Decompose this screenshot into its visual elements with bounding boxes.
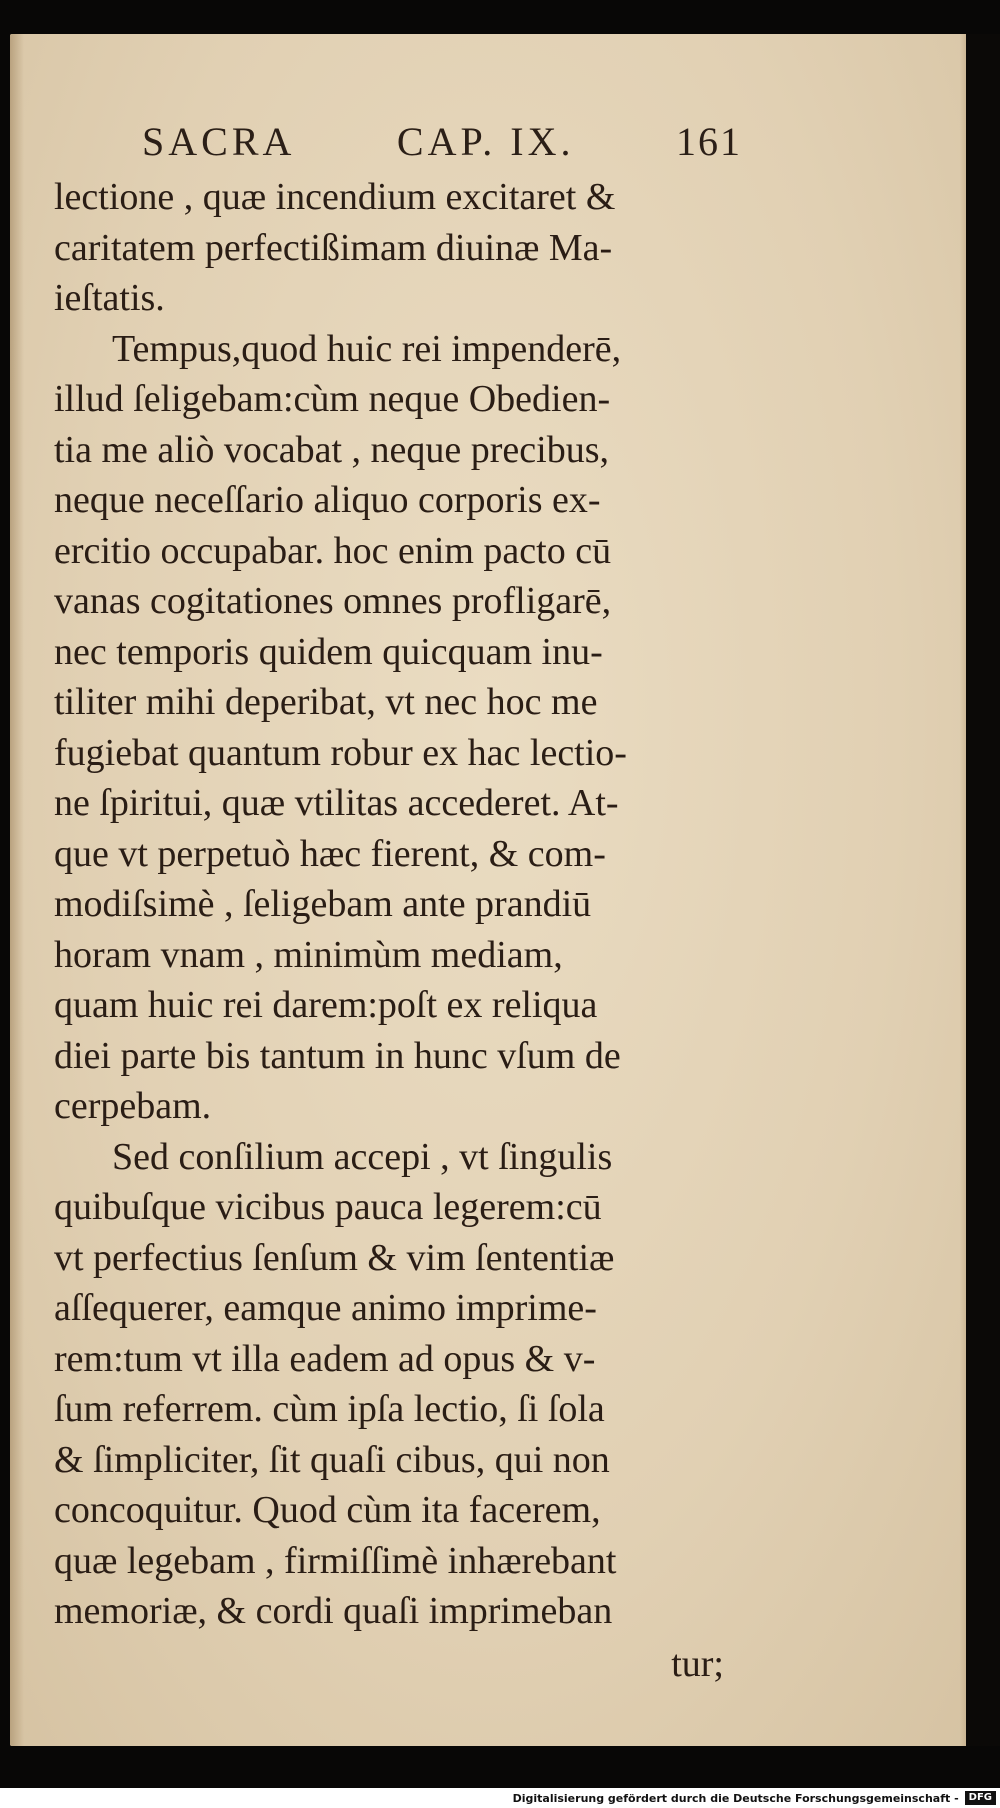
page-number: 161 <box>675 119 742 164</box>
text-line: vanas cogitationes omnes profligarē, <box>54 580 612 622</box>
text-line: illud ſeligebam:cùm neque Obedien- <box>54 378 611 420</box>
text-line: fugiebat quantum robur ex hac lectio- <box>54 731 627 774</box>
text-line: memoriæ, & cordi quaſi imprimeban <box>54 1590 613 1632</box>
paragraph-start-line: Tempus,quod huic rei impenderē, <box>112 327 622 370</box>
digitization-footer <box>0 1788 1000 1808</box>
text-line: horam vnam , minimùm mediam, <box>54 933 563 976</box>
running-header <box>142 118 742 165</box>
text-line: tia me aliò vocabat , neque precibus, <box>54 428 610 471</box>
text-line: vt perfectius ſenſum & vim ſententiæ <box>54 1236 615 1279</box>
text-line: ne ſpiritui, quæ vtilitas accederet. At- <box>54 782 619 824</box>
text-line: quibuſque vicibus pauca legerem:cū <box>54 1186 602 1228</box>
book-page <box>10 34 970 1746</box>
text-line: & ſimpliciter, ſit quaſi cibus, qui non <box>54 1438 610 1481</box>
text-line: diei parte bis tantum in hunc vſum de <box>54 1034 621 1077</box>
text-line: caritatem perfectißimam diuinæ Ma- <box>54 226 613 269</box>
text-line: neque neceſſario aliquo corporis ex- <box>54 479 601 521</box>
text-line: que vt perpetuò hæc fierent, & com- <box>54 832 606 875</box>
text-line: quæ legebam , firmiſſimè inhærebant <box>54 1539 617 1582</box>
text-line: cerpebam. <box>54 1085 212 1127</box>
text-line: quam huic rei darem:poſt ex reliqua <box>54 984 598 1026</box>
text-line: tiliter mihi deperibat, vt nec hoc me <box>54 681 598 723</box>
text-line: aſſequerer, eamque animo imprime- <box>54 1287 597 1329</box>
paragraph-start-line: Sed conſilium accepi , vt ſingulis <box>112 1135 613 1178</box>
running-title-right: CAP. IX. <box>396 119 575 164</box>
text-line: modiſsimè , ſeligebam ante prandiū <box>54 883 592 925</box>
body-text <box>54 172 734 1689</box>
text-line: concoquitur. Quod cùm ita facerem, <box>54 1489 601 1531</box>
footer-credit: Digitalisierung gefördert durch die Deutsche Forschungsgemeinschaft - <box>512 1791 959 1805</box>
text-line: nec temporis quidem quicquam inu- <box>54 630 603 673</box>
scan-background <box>966 34 1000 1746</box>
text-line: lectione , quæ incendium excitaret & <box>54 176 616 218</box>
catchword: tur; <box>671 1642 724 1685</box>
text-line: ercitio occupabar. hoc enim pacto cū <box>54 529 612 572</box>
running-title-left: SACRA <box>142 119 296 164</box>
text-line: rem:tum vt illa eadem ad opus & v- <box>54 1337 596 1380</box>
text-line: ſum referrem. cùm ipſa lectio, ſi ſola <box>54 1388 605 1430</box>
dfg-logo: DFG <box>965 1791 996 1805</box>
text-line: ieſtatis. <box>54 277 165 319</box>
